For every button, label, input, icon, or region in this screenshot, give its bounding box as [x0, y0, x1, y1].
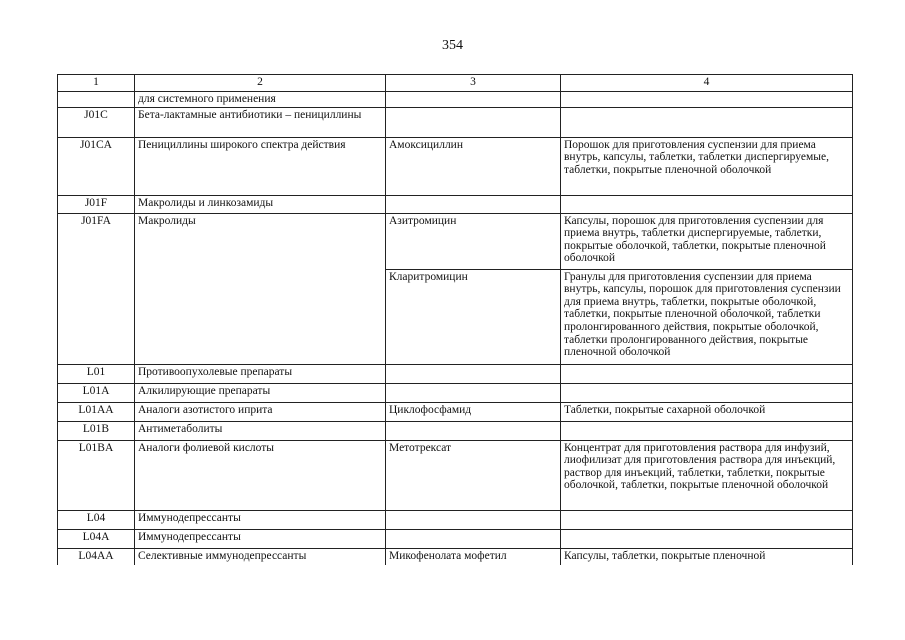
- header-col-3: 3: [386, 75, 561, 92]
- table-row: [58, 402, 853, 421]
- atc-code-cell: L01: [58, 364, 135, 383]
- table-row: [58, 92, 853, 108]
- dosage-form-cell: [561, 195, 853, 213]
- header-col-2: 2: [135, 75, 386, 92]
- group-name-cell: Макролиды: [135, 213, 386, 364]
- atc-code-cell: L01A: [58, 383, 135, 402]
- table-row: [58, 529, 853, 548]
- atc-code-cell: J01CA: [58, 137, 135, 195]
- atc-code-cell: L04AA: [58, 548, 135, 565]
- group-name-cell: Макролиды и линкозамиды: [135, 195, 386, 213]
- table-row: [58, 510, 853, 529]
- drug-name-cell: [386, 107, 561, 137]
- group-name-cell: Антиметаболиты: [135, 421, 386, 440]
- page-number: 354: [442, 38, 463, 53]
- dosage-form-cell: Капсулы, порошок для приготовления суспензии для приема внутрь, таблетки диспергируемые, таблетки, покрытые оболочкой, таблетки, покрытые пленочной оболочкой: [561, 213, 853, 269]
- dosage-form-cell: Таблетки, покрытые сахарной оболочкой: [561, 402, 853, 421]
- dosage-form-cell: [561, 92, 853, 108]
- dosage-form-cell: [561, 107, 853, 137]
- group-name-cell: Аналоги азотистого иприта: [135, 402, 386, 421]
- group-name-cell: для системного применения: [135, 92, 386, 108]
- header-row: [58, 75, 853, 92]
- dosage-form-cell: Гранулы для приготовления суспензии для приема внутрь, капсулы, порошок для приготовления суспензии для приема внутрь, таблетки, покрытые оболочкой, таблетки, покрытые пленочной оболочкой, таблетки пролонгированного действия, покрытые оболочкой, таблетки пролонгированного действия, покрытые пленочной оболочкой: [561, 269, 853, 364]
- table-row: [58, 213, 853, 269]
- atc-code-cell: L01BA: [58, 440, 135, 510]
- dosage-form-cell: [561, 421, 853, 440]
- drug-name-cell: Метотрексат: [386, 440, 561, 510]
- drug-name-cell: Циклофосфамид: [386, 402, 561, 421]
- drug-name-cell: Кларитромицин: [386, 269, 561, 364]
- drug-name-cell: [386, 92, 561, 108]
- table-row: [58, 383, 853, 402]
- group-name-cell: Аналоги фолиевой кислоты: [135, 440, 386, 510]
- drug-name-cell: [386, 510, 561, 529]
- drug-name-cell: [386, 421, 561, 440]
- drug-name-cell: Амоксициллин: [386, 137, 561, 195]
- atc-code-cell: J01F: [58, 195, 135, 213]
- dosage-form-cell: [561, 510, 853, 529]
- dosage-form-cell: [561, 529, 853, 548]
- dosage-form-cell: [561, 364, 853, 383]
- drug-name-cell: [386, 195, 561, 213]
- group-name-cell: Противоопухолевые препараты: [135, 364, 386, 383]
- atc-code-cell: L04: [58, 510, 135, 529]
- atc-code-cell: L01B: [58, 421, 135, 440]
- atc-code-cell: J01C: [58, 107, 135, 137]
- group-name-cell: Иммунодепрессанты: [135, 529, 386, 548]
- atc-code-cell: L01AA: [58, 402, 135, 421]
- atc-code-cell: L04A: [58, 529, 135, 548]
- table-row: [58, 440, 853, 510]
- table-row: [58, 137, 853, 195]
- drug-name-cell: [386, 529, 561, 548]
- group-name-cell: Бета-лактамные антибиотики – пенициллины: [135, 107, 386, 137]
- atc-code-cell: J01FA: [58, 213, 135, 364]
- dosage-form-cell: Капсулы, таблетки, покрытые пленочной: [561, 548, 853, 565]
- drug-name-cell: [386, 364, 561, 383]
- group-name-cell: Алкилирующие препараты: [135, 383, 386, 402]
- group-name-cell: Селективные иммунодепрессанты: [135, 548, 386, 565]
- drug-name-cell: [386, 383, 561, 402]
- table-row: [58, 364, 853, 383]
- dosage-form-cell: [561, 383, 853, 402]
- table-row: [58, 195, 853, 213]
- group-name-cell: Иммунодепрессанты: [135, 510, 386, 529]
- table-row: [58, 107, 853, 137]
- header-col-1: 1: [58, 75, 135, 92]
- atc-code-cell: [58, 92, 135, 108]
- dosage-form-cell: Порошок для приготовления суспензии для приема внутрь, капсулы, таблетки, таблетки диспергируемые, таблетки, покрытые пленочной оболочкой: [561, 137, 853, 195]
- drug-name-cell: Микофенолата мофетил: [386, 548, 561, 565]
- drug-table: [57, 74, 853, 565]
- drug-name-cell: Азитромицин: [386, 213, 561, 269]
- table-row: [58, 548, 853, 565]
- dosage-form-cell: Концентрат для приготовления раствора для инфузий, лиофилизат для приготовления раствора для инъекций, раствор для инъекций, таблетки, таблетки, покрытые оболочкой, таблетки, покрытые пленочной оболочкой: [561, 440, 853, 510]
- table-row: [58, 421, 853, 440]
- group-name-cell: Пенициллины широкого спектра действия: [135, 137, 386, 195]
- header-col-4: 4: [561, 75, 853, 92]
